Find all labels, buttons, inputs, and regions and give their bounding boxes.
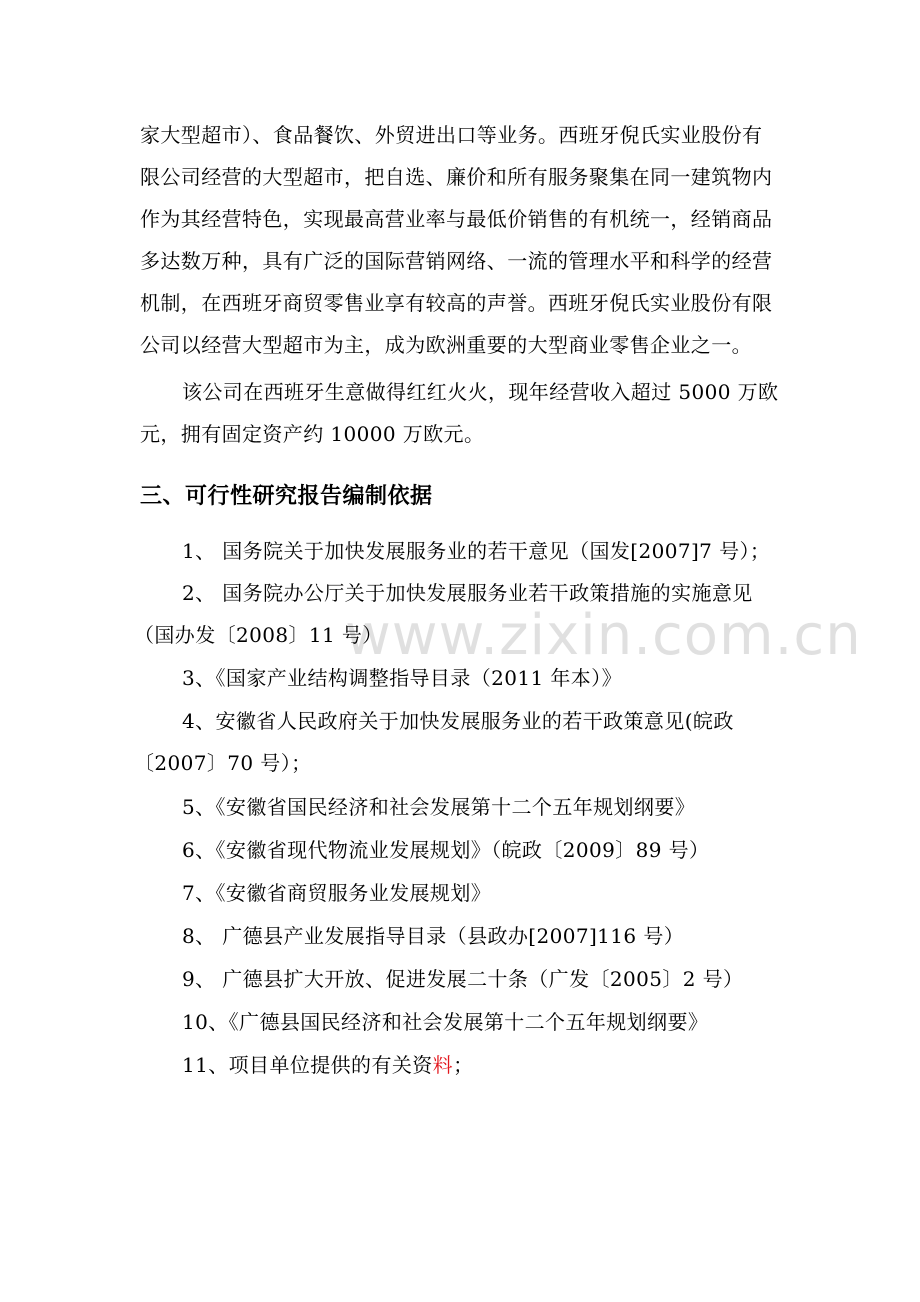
basis-item-11-red-char: 料 <box>432 1053 454 1077</box>
basis-item-3: 3、《国家产业结构调整指导目录（2011 年本）》 <box>182 666 622 690</box>
watermark: www.zixin.com.cn <box>345 603 862 668</box>
paragraph-2-line-1: 该公司在西班牙生意做得红红火火，现年经营收入超过 5000 万欧 <box>182 380 779 404</box>
basis-item-4-line-1: 4、安徽省人民政府关于加快发展服务业的若干政策意见(皖政 <box>182 709 734 733</box>
basis-item-5: 5、《安徽省国民经济和社会发展第十二个五年规划纲要》 <box>182 795 696 819</box>
paragraph-1-line-3: 作为其经营特色，实现最高营业率与最低价销售的有机统一，经销商品 <box>140 207 773 231</box>
basis-item-11-text: 11、项目单位提供的有关资 <box>182 1053 433 1077</box>
basis-item-8: 8、 广德县产业发展指导目录（县政办[2007]116 号） <box>182 924 685 948</box>
basis-item-11-end: ； <box>453 1053 474 1077</box>
section-heading: 三、可行性研究报告编制依据 <box>140 484 433 509</box>
basis-item-1: 1、 国务院关于加快发展服务业的若干意见（国发[2007]7 号）； <box>182 539 771 563</box>
paragraph-2-line-2: 元，拥有固定资产约 10000 万欧元。 <box>140 422 485 446</box>
paragraph-1-line-5: 机制，在西班牙商贸零售业享有较高的声誉。西班牙倪氏实业股份有限 <box>140 291 773 315</box>
basis-item-10: 10、《广德县国民经济和社会发展第十二个五年规划纲要》 <box>182 1010 709 1034</box>
basis-item-9: 9、 广德县扩大开放、促进发展二十条（广发〔2005〕2 号） <box>182 967 744 991</box>
paragraph-1-line-2: 限公司经营的大型超市，把自选、廉价和所有服务聚集在同一建筑物内 <box>140 165 773 189</box>
basis-item-2-line-2: （国办发〔2008〕11 号） <box>134 623 383 647</box>
basis-item-7: 7、《安徽省商贸服务业发展规划》 <box>182 881 492 905</box>
paragraph-1-line-6: 公司以经营大型超市为主，成为欧洲重要的大型商业零售企业之一。 <box>140 333 752 357</box>
paragraph-1-line-1: 家大型超市）、食品餐饮、外贸进出口等业务。西班牙倪氏实业股份有 <box>140 123 763 147</box>
basis-item-2-line-1: 2、 国务院办公厅关于加快发展服务业若干政策措施的实施意见 <box>182 581 753 605</box>
basis-item-4-line-2: 〔2007〕70 号）； <box>134 751 312 775</box>
basis-item-11 <box>182 1051 473 1079</box>
paragraph-1-line-4: 多达数万种，具有广泛的国际营销网络、一流的管理水平和科学的经营 <box>140 249 773 273</box>
basis-item-6: 6、《安徽省现代物流业发展规划》（皖政〔2009〕89 号） <box>182 838 710 862</box>
